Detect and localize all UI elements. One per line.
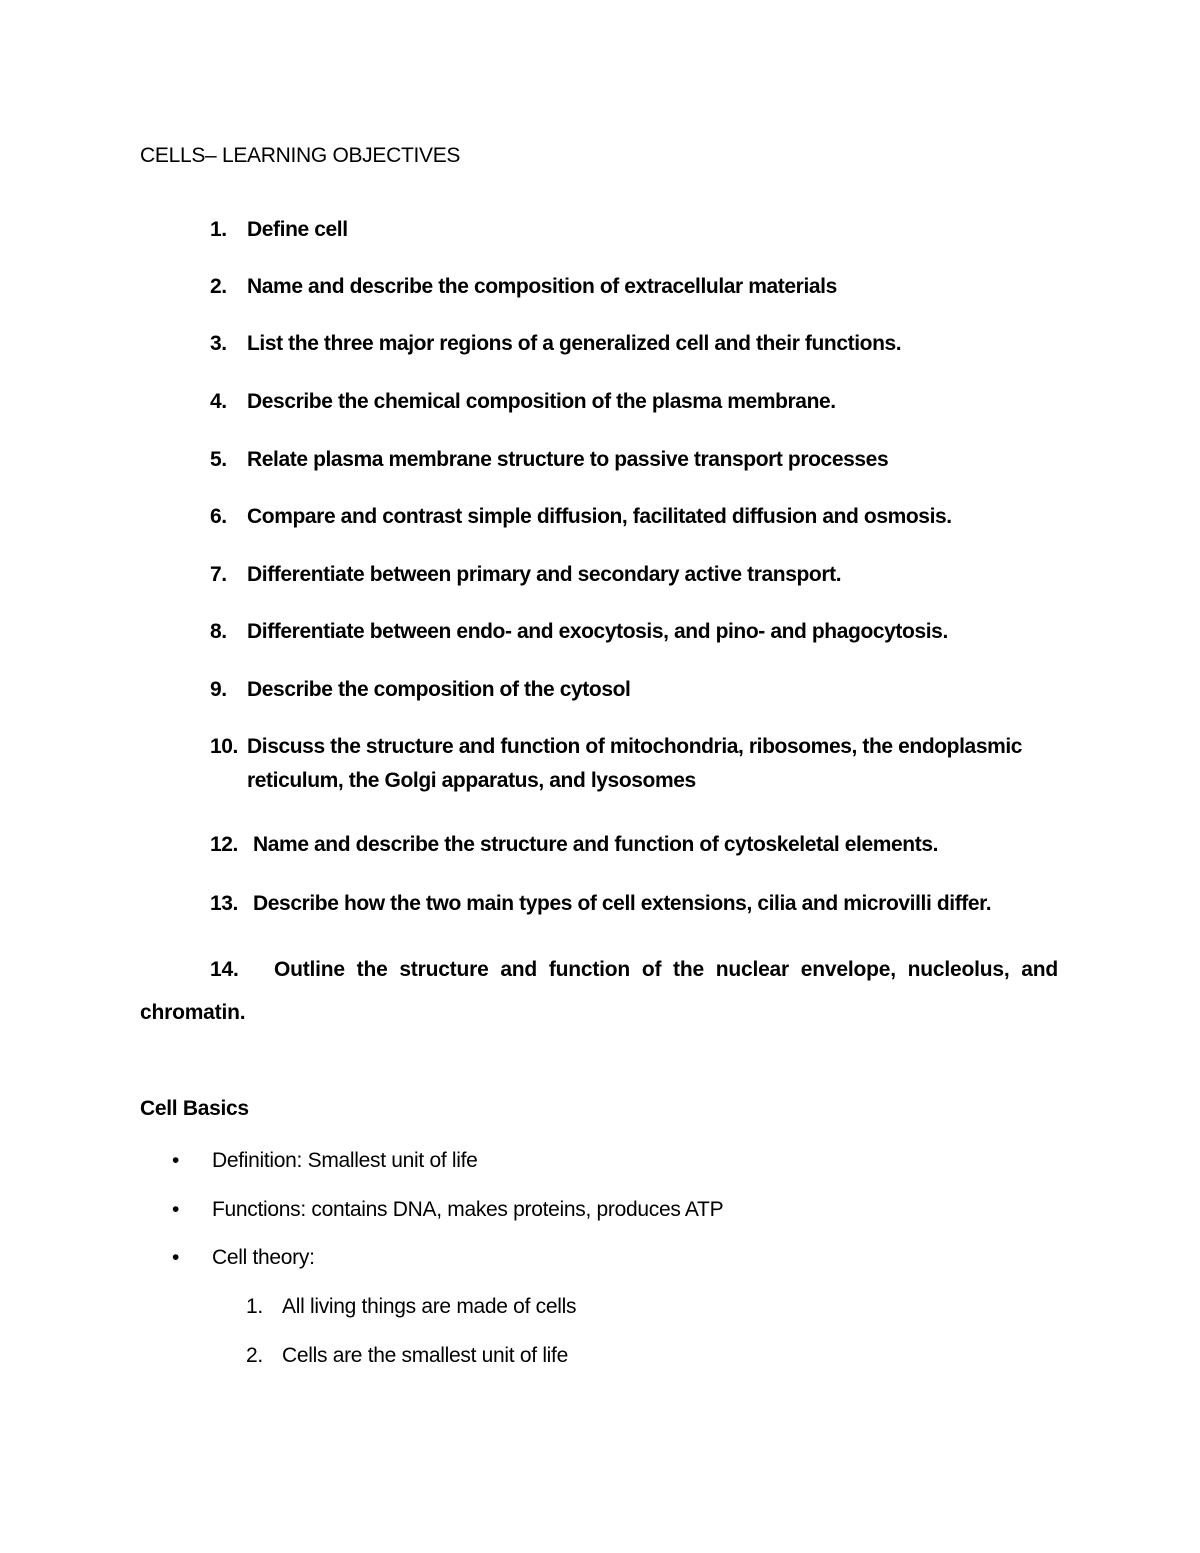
bullet-text: Cell theory: (212, 1246, 315, 1269)
objective-text: Compare and contrast simple diffusion, facilitated diffusion and osmosis. (247, 505, 952, 528)
objective-number: 4. (210, 390, 227, 413)
objective-item (210, 615, 948, 649)
objective-text: Describe the composition of the cytosol (247, 678, 631, 701)
objective-number: 1. (210, 218, 227, 241)
objective-item (210, 270, 837, 304)
objective-text: Name and describe the composition of extracellular materials (247, 275, 837, 298)
cell-theory-number: 2. (246, 1344, 263, 1367)
cell-theory-text: Cells are the smallest unit of life (282, 1344, 568, 1367)
cell-theory-text: All living things are made of cells (282, 1295, 577, 1318)
objective-number: 2. (210, 275, 227, 298)
objective-number: 7. (210, 563, 227, 586)
objective-text: Describe the chemical composition of the plasma membrane. (247, 390, 836, 413)
cell-theory-item (246, 1292, 576, 1322)
objective-item (210, 327, 901, 361)
objective-number: 3. (210, 332, 227, 355)
objective-text: Relate plasma membrane structure to passive transport processes (247, 448, 889, 471)
objective-item (210, 213, 348, 247)
cell-theory-item (246, 1341, 568, 1371)
objective-item (210, 730, 1047, 798)
objective-item (210, 887, 991, 921)
objective-number: 10. (210, 735, 238, 758)
objective-text: Outline the structure and function of the nuclear envelope, nucleolus, and chromatin. (140, 958, 1058, 1024)
section-heading: Cell Basics (140, 1097, 249, 1120)
objective-number: 6. (210, 505, 227, 528)
bullet-icon: • (172, 1246, 180, 1269)
objective-text: Discuss the structure and function of mitochondria, ribosomes, the endoplasmic reticulum, the Golgi apparatus, and lysosomes (247, 735, 1023, 792)
objective-number: 8. (210, 620, 227, 643)
cell-theory-number: 1. (246, 1295, 263, 1318)
objective-text: List the three major regions of a generalized cell and their functions. (247, 332, 902, 355)
page-title: CELLS– LEARNING OBJECTIVES (140, 144, 461, 167)
bullet-text: Functions: contains DNA, makes proteins, produces ATP (212, 1198, 724, 1221)
list-item (172, 1146, 478, 1176)
bullet-icon: • (172, 1149, 180, 1172)
bullet-icon: • (172, 1198, 180, 1221)
objective-item (210, 673, 630, 707)
objective-number: 13. (210, 892, 238, 915)
objective-number: 12. (210, 833, 238, 856)
objective-text: Describe how the two main types of cell extensions, cilia and microvilli differ. (253, 892, 992, 915)
objective-text: Differentiate between primary and secondary active transport. (247, 563, 842, 586)
objective-text: Define cell (247, 218, 348, 241)
objective-number: 14. (210, 958, 239, 981)
objective-item (210, 500, 952, 534)
objective-number: 5. (210, 448, 227, 471)
bullet-text: Definition: Smallest unit of life (212, 1149, 478, 1172)
objective-number: 9. (210, 678, 227, 701)
list-item (172, 1195, 723, 1225)
objective-item (210, 828, 938, 862)
objective-text: Name and describe the structure and function of cytoskeletal elements. (253, 833, 939, 856)
objective-item (210, 558, 841, 592)
list-item (172, 1243, 315, 1273)
objective-text: Differentiate between endo- and exocytosis, and pino- and phagocytosis. (247, 620, 948, 643)
objective-item (210, 385, 836, 419)
objective-item (210, 443, 888, 477)
objective-item (140, 948, 1058, 1034)
